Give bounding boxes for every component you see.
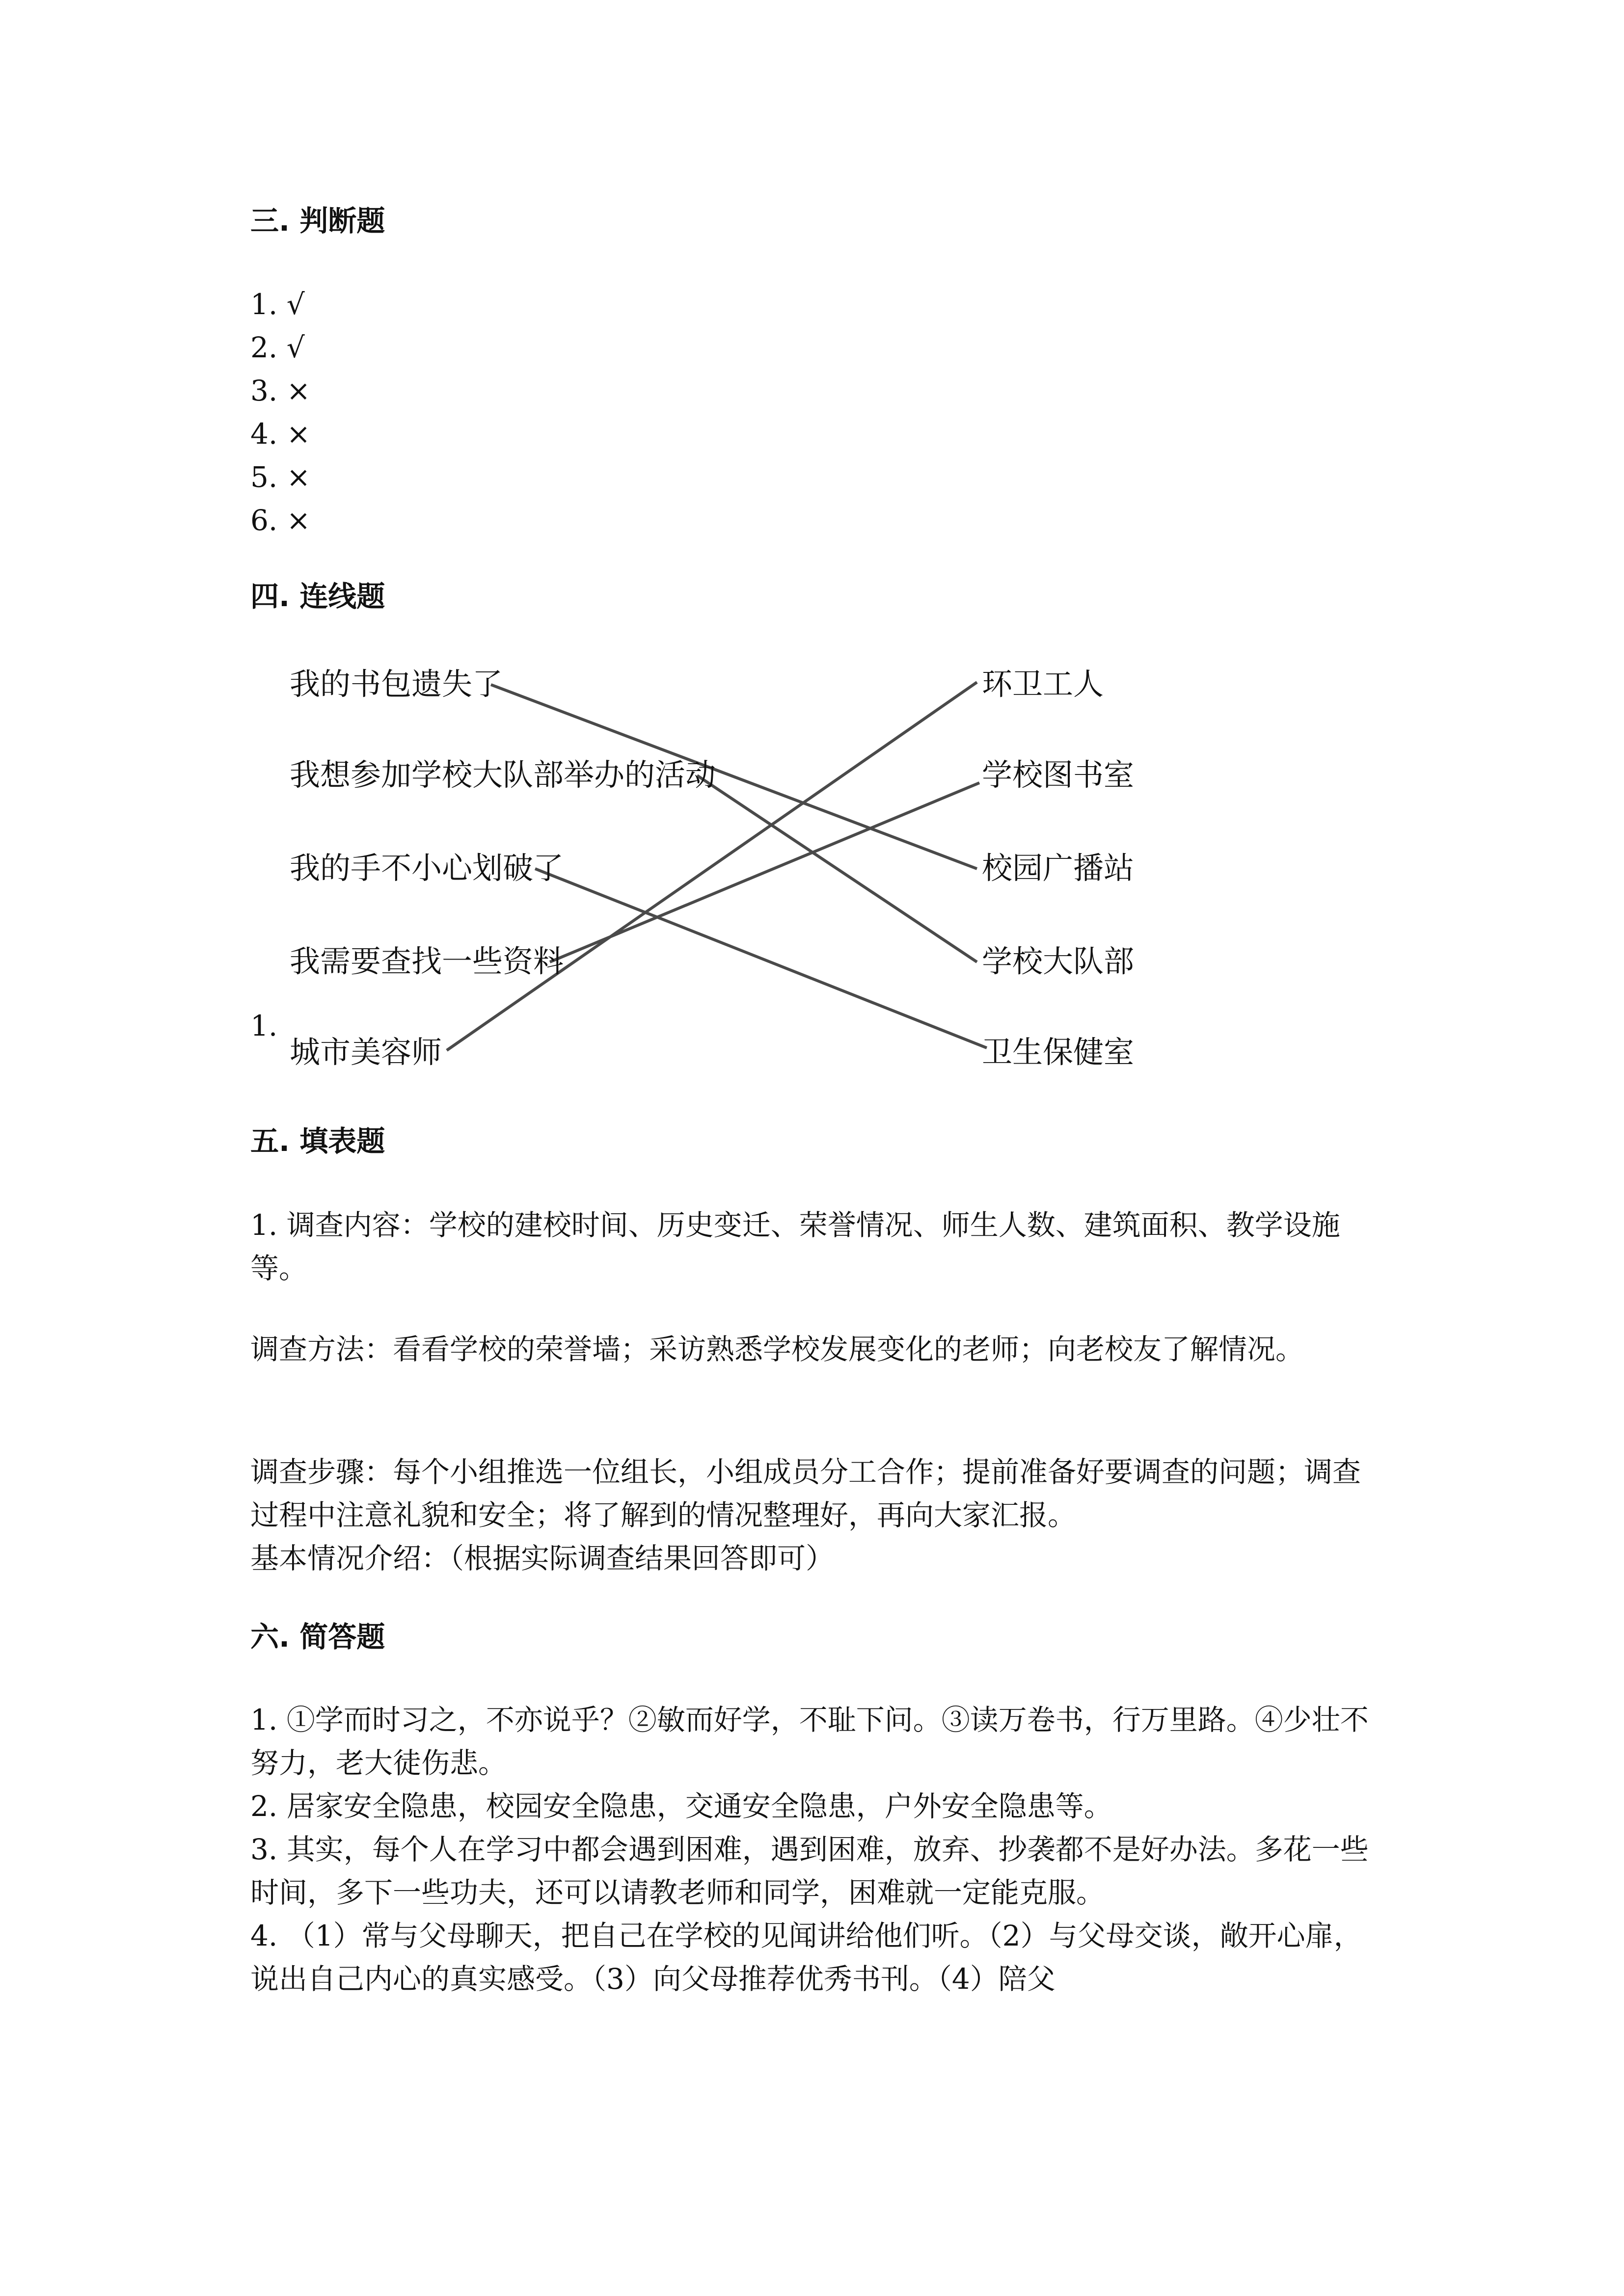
survey-intro-text: 基本情况介绍：（根据实际调查结果回答即可） <box>250 1542 835 1575</box>
match-right-item: 学校图书室 <box>982 757 1135 793</box>
survey-steps-paragraph <box>250 1450 1380 1580</box>
judgement-answer-4: 4. × <box>250 417 311 451</box>
short-answer-block <box>250 1698 1380 2001</box>
survey-method-paragraph <box>250 1328 1380 1371</box>
judgement-answer-3: 3. × <box>250 374 311 407</box>
match-left-item: 城市美容师 <box>290 1034 442 1070</box>
match-left-item: 我需要查找一些资料 <box>290 943 564 979</box>
section-heading-short-answer: 六. 简答题 <box>250 1620 385 1654</box>
judgement-answer-6: 6. × <box>250 504 311 537</box>
matching-item-number: 1. <box>250 1009 278 1042</box>
section-heading-table-fill: 五. 填表题 <box>250 1124 385 1158</box>
match-left-item: 我的书包遗失了 <box>290 666 503 702</box>
section-heading-matching: 四. 连线题 <box>250 580 385 613</box>
survey-content-paragraph <box>250 1203 1380 1290</box>
section-heading-judgement: 三. 判断题 <box>250 204 385 238</box>
survey-method-text: 调查方法：看看学校的荣誉墙；采访熟悉学校发展变化的老师；向老校友了解情况。 <box>250 1333 1304 1366</box>
survey-content-text: 1. 调查内容：学校的建校时间、历史变迁、荣誉情况、师生人数、建筑面积、教学设施等。 <box>250 1208 1340 1285</box>
short-answer-1: 1. ①学而时习之，不亦说乎？②敏而好学，不耻下问。③读万卷书，行万里路。④少壮不努力，老大徒伤悲。 <box>250 1703 1369 1780</box>
match-right-item: 校园广播站 <box>982 850 1135 886</box>
match-line-activity-to-brigade <box>697 775 977 962</box>
judgement-answer-2: 2. √ <box>250 331 305 364</box>
survey-steps-text: 调查步骤：每个小组推选一位组长，小组成员分工合作；提前准备好要调查的问题；调查过程中注意礼貌和安全；将了解到的情况整理好，再向大家汇报。 <box>250 1455 1361 1532</box>
match-right-item: 卫生保健室 <box>982 1034 1135 1070</box>
match-left-item: 我想参加学校大队部举办的活动 <box>290 757 716 793</box>
match-left-item: 我的手不小心划破了 <box>290 850 564 886</box>
match-right-item: 学校大队部 <box>982 943 1135 979</box>
judgement-answer-5: 5. × <box>250 460 311 494</box>
short-answer-4: 4. （1）常与父母聊天，把自己在学校的见闻讲给他们听。（2）与父母交谈，敞开心扉，说出自己内心的真实感受。（3）向父母推荐优秀书刊。（4）陪父 <box>250 1919 1362 1996</box>
matching-diagram <box>0 0 1624 1129</box>
judgement-answer-1: 1. √ <box>250 288 305 321</box>
match-line-hurt-to-clinic <box>535 869 987 1048</box>
short-answer-3: 3. 其实，每个人在学习中都会遇到困难，遇到困难，放弃、抄袭都不是好办法。多花一些时间，多下一些功夫，还可以请教老师和同学，困难就一定能克服。 <box>250 1833 1369 1909</box>
match-right-item: 环卫工人 <box>982 666 1104 702</box>
short-answer-2: 2. 居家安全隐患，校园安全隐患，交通安全隐患，户外安全隐患等。 <box>250 1789 1112 1823</box>
